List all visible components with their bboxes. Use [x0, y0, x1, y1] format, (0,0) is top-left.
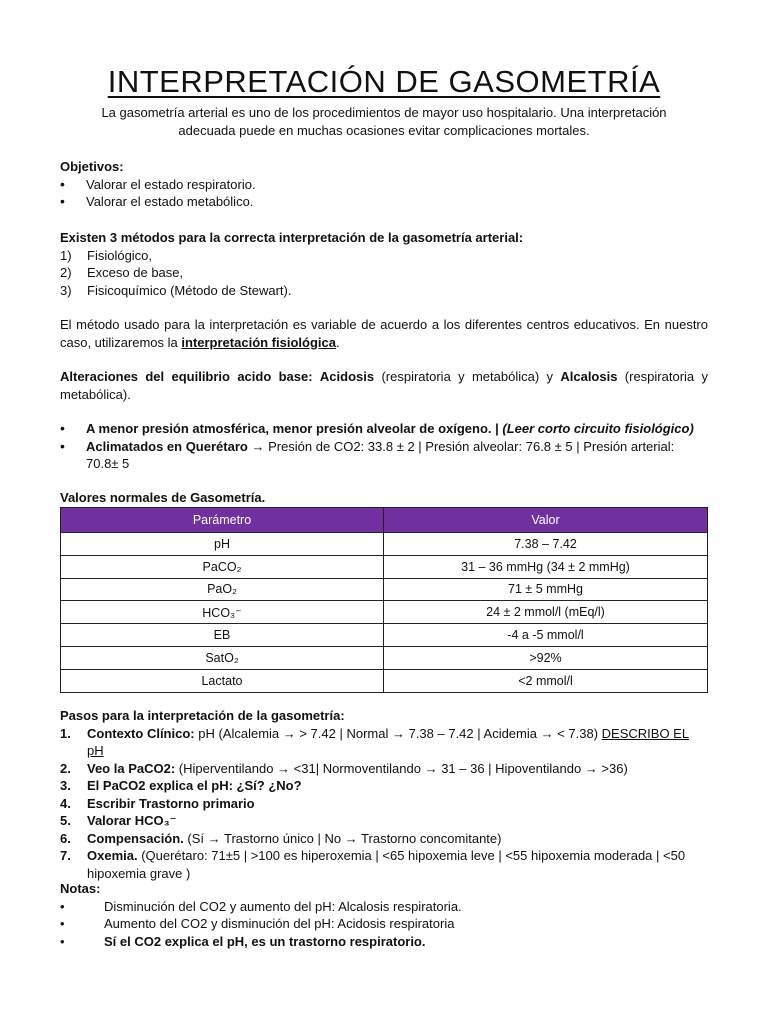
list-item: 3. El PaCO2 explica el pH: ¿Sí? ¿No?: [60, 778, 302, 793]
table-header-row: [61, 508, 708, 533]
list-item: • Aclimatados en Querétaro → Presión de CO2: 33.8 ± 2 | Presión alveolar: 76.8 ± 5 | Presión arterial: 70.8± 5: [60, 437, 675, 471]
col-header-parametro: Parámetro: [61, 508, 384, 533]
notas-section: [60, 880, 708, 950]
bullet-icon: •: [60, 933, 65, 949]
pasos-section: [60, 707, 708, 882]
bullets-section: [60, 420, 708, 473]
bullet-icon: •: [60, 175, 65, 192]
metodo-usado-paragraph: El método usado para la interpretación es variable de acuerdo a los diferentes centros educativos. En nuestro caso, utilizaremos la interpretación fisiológica.: [60, 317, 708, 350]
table-row: PaO₂ 71 ± 5 mmHg: [61, 578, 708, 601]
valores-table: [60, 507, 708, 693]
alteraciones-paragraph: Alteraciones del equilibrio acido base: Acidosis (respiratoria y metabólica) y Alcalosis (respiratoria y metabólica).: [60, 369, 708, 402]
page-title: INTERPRETACIÓN DE GASOMETRÍA: [107, 64, 661, 99]
list-item: • Disminución del CO2 y aumento del pH: Alcalosis respiratoria.: [60, 898, 462, 914]
list-item: 6. Compensación. (Sí → Trastorno único | No → Trastorno concomitante): [60, 830, 502, 846]
list-item: 2. Veo la PaCO2: (Hiperventilando → <31| Normoventilando → 31 – 36 | Hipoventilando → >36): [60, 760, 628, 776]
metodos-heading: Existen 3 métodos para la correcta interpretación de la gasometría arterial:: [60, 230, 524, 245]
list-item: • Sí el CO2 explica el pH, es un trastorno respiratorio.: [60, 933, 426, 949]
list-item: 2) Exceso de base,: [60, 265, 184, 280]
list-item: • A menor presión atmosférica, menor presión alveolar de oxígeno. | (Leer corto circuito fisiológico): [60, 420, 694, 436]
list-item: 1) Fisiológico,: [60, 247, 153, 263]
intro-paragraph: La gasometría arterial es uno de los procedimientos de mayor uso hospitalario. Una interpretación adecuada puede en muchas ocasiones evitar complicaciones mortales.: [101, 105, 667, 138]
col-header-valor: Valor: [384, 508, 708, 533]
list-item: • Valorar el estado metabólico.: [60, 193, 254, 209]
notas-heading: Notas:: [60, 881, 101, 896]
table-row: Lactato <2 mmol/l: [61, 669, 708, 692]
table-row: PaCO₂ 31 – 36 mmHg (34 ± 2 mmHg): [61, 555, 708, 578]
table-row: SatO₂ >92%: [61, 646, 708, 669]
bullet-icon: •: [60, 193, 65, 209]
list-item: • Aumento del CO2 y disminución del pH: Acidosis respiratoria: [60, 916, 455, 931]
valores-heading: Valores normales de Gasometría.: [60, 490, 266, 505]
bullet-icon: •: [60, 898, 65, 914]
list-item: 7. Oxemia. (Querétaro: 71±5 | >100 es hiperoxemia | <65 hipoxemia leve | <55 hipoxemia moderada | <50 hipoxemia grave ): [60, 848, 686, 881]
table-row: HCO₃⁻ 24 ± 2 mmol/l (mEq/l): [61, 601, 708, 624]
interpretacion-fisiologica-link: interpretación fisiológica: [181, 334, 336, 350]
bullet-icon: •: [60, 437, 65, 454]
list-item: • Valorar el estado respiratorio.: [60, 175, 256, 192]
list-item: 4. Escribir Trastorno primario: [60, 795, 255, 811]
bullet-icon: •: [60, 916, 65, 931]
table-row: pH 7.38 – 7.42: [61, 533, 708, 556]
metodos-section: [60, 229, 708, 299]
list-item: 1. Contexto Clínico: pH (Alcalemia → > 7.42 | Normal → 7.38 – 7.42 | Acidemia → < 7.38) DESCRIBO EL pH: [60, 725, 690, 758]
table-row: EB -4 a -5 mmol/l: [61, 624, 708, 647]
pasos-heading: Pasos para la interpretación de la gasometría:: [60, 708, 345, 723]
list-item: 3) Fisicoquímico (Método de Stewart).: [60, 282, 292, 298]
objetivos-heading: Objetivos:: [60, 159, 124, 174]
bullet-icon: •: [60, 420, 65, 436]
list-item: 5. Valorar HCO₃⁻: [60, 813, 177, 828]
objetivos-section: [60, 158, 708, 211]
